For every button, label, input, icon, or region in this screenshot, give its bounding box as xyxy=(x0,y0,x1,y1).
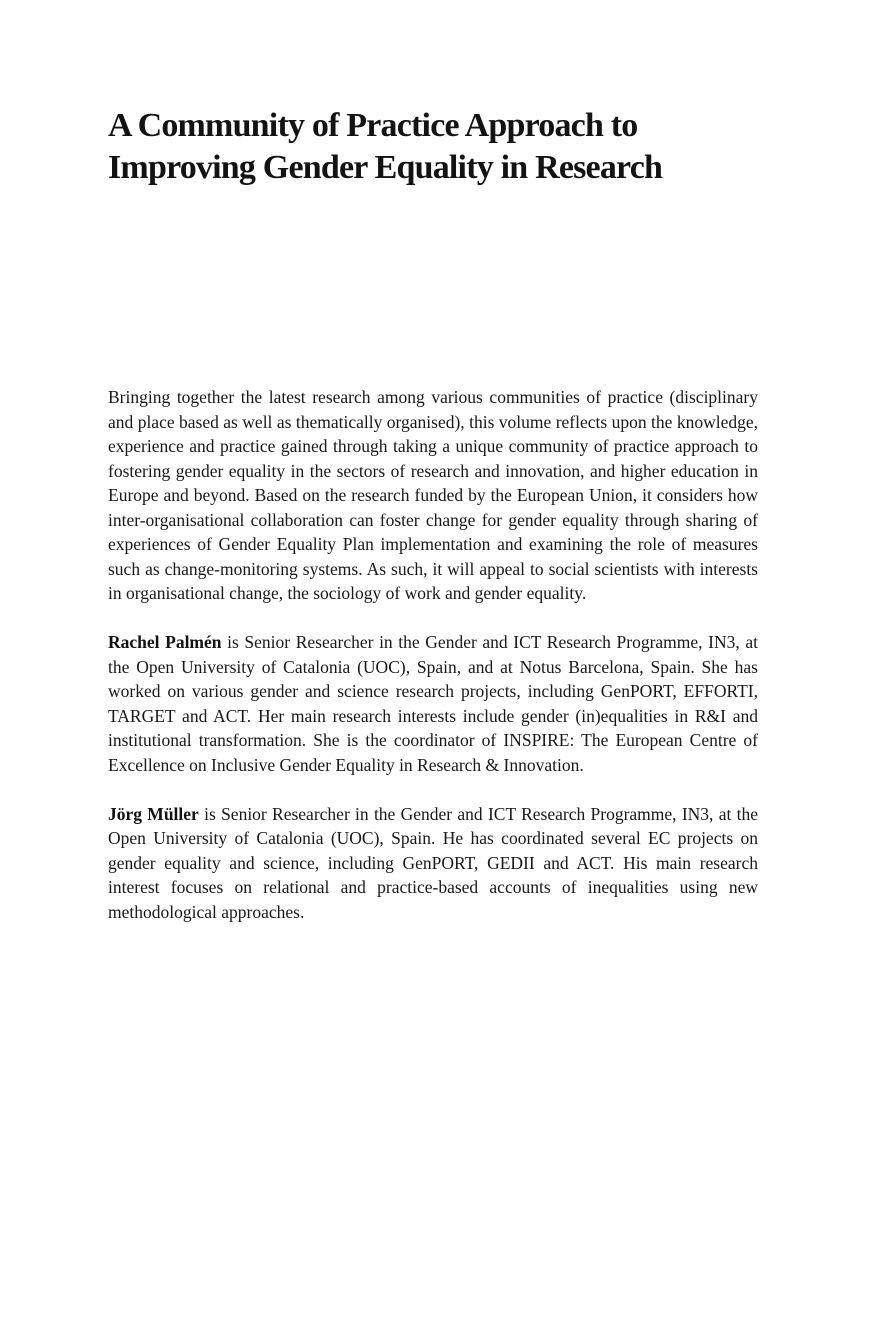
paragraph-author-bio-jorg-muller xyxy=(108,802,758,925)
paragraph-text: is Senior Researcher in the Gender and ICT Research Programme, IN3, at the Open University of Catalonia (UOC), Spain, and at Notus Barcelona, Spain. She has worked on various gender and science research projects, including GenPORT, EFFORTI, TARGET and ACT. Her main research interests include gender (in)equalities in R&I and institutional transformation. She is the coordinator of INSPIRE: The European Centre of Excellence on Inclusive Gender Equality in Research & Innovation. xyxy=(108,632,759,775)
author-name: Jörg Müller xyxy=(108,803,199,824)
author-name: Rachel Palmén xyxy=(108,632,222,652)
page-title xyxy=(108,105,758,189)
paragraph-text: is Senior Researcher in the Gender and ICT Research Programme, IN3, at the Open University of Catalonia (UOC), Spain. He has coordinated several EC projects on gender equality and science, including GenPORT, GEDII and ACT. His main research interest focuses on relational and practice-based accounts of inequalities using new methodological approaches. xyxy=(108,803,758,922)
book-description xyxy=(108,385,758,924)
paragraph-author-bio-rachel-palmen xyxy=(108,630,758,777)
paragraph-text: Bringing together the latest research among various communities of practice (disciplinary and place based as well as thematically organised), this volume reflects upon the knowledge, experience and practice gained through taking a unique community of practice approach to fostering gender equality in the sectors of research and innovation, and higher education in Europe and beyond. Based on the research funded by the European Union, it considers how inter-organisational collaboration can foster change for gender equality through sharing of experiences of Gender Equality Plan implementation and examining the role of measures such as change-monitoring systems. As such, it will appeal to social scientists with interests in organisational change, the sociology of work and gender equality. xyxy=(108,387,758,603)
page-title-line-2: Improving Gender Equality in Research xyxy=(108,149,663,186)
page-title-line-1: A Community of Practice Approach to xyxy=(108,107,638,144)
paragraph-book-summary xyxy=(108,385,758,606)
